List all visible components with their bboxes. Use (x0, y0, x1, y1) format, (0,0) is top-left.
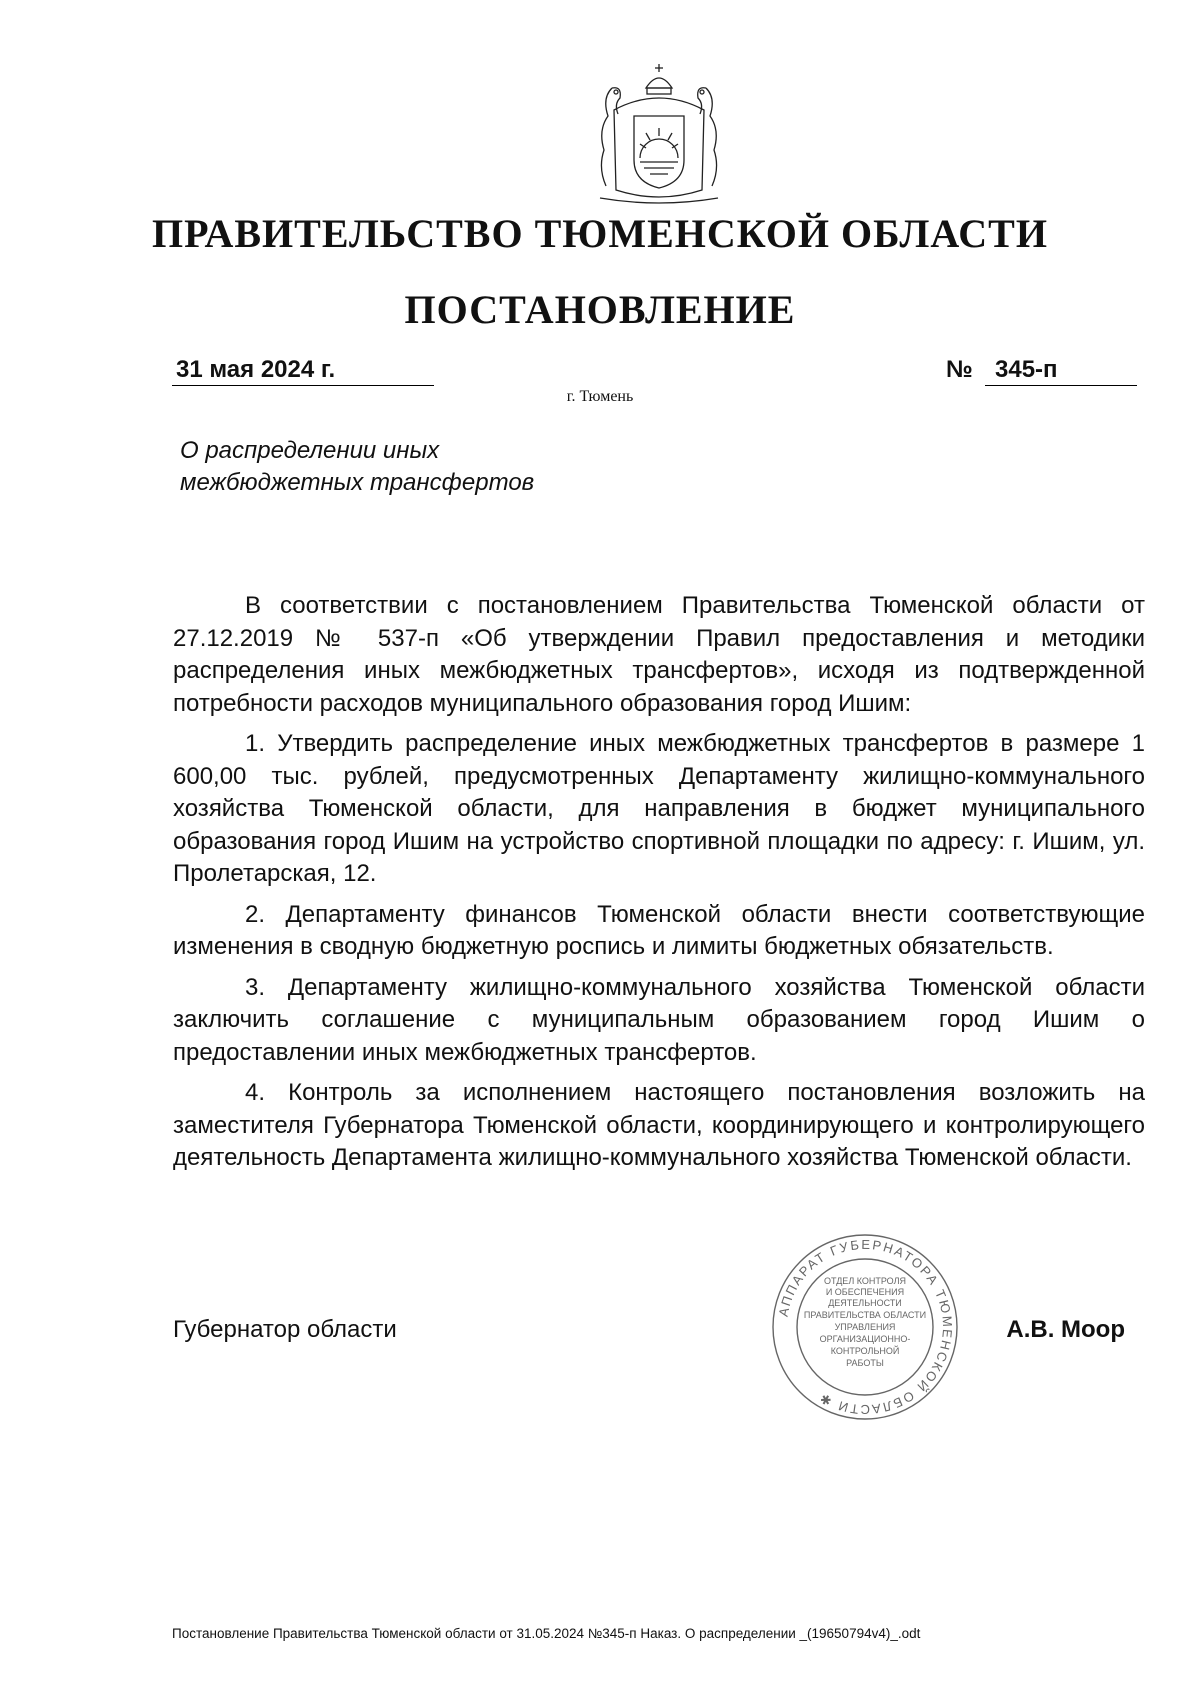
footer-filename: Постановление Правительства Тюменской области от 31.05.2024 №345-п Наказ. О распределении _(19650794v4)_.odt (172, 1626, 921, 1641)
signatory-title: Губернатор области (173, 1316, 397, 1343)
clause-1: 1. Утвердить распределение иных межбюджетных трансфертов в размере 1 600,00 тыс. рублей, предусмотренных Департаменту жилищно-коммунального хозяйства Тюменской области, для направления в бюджет муниципального образования город Ишим на устройство спортивной площадки по адресу: г. Ишим, ул. Пролетарская, 12. (173, 730, 1145, 887)
document-date: 31 мая 2024 г. (176, 356, 336, 383)
city-label: г. Тюмень (566, 388, 634, 405)
signatory-name: А.В. Моор (1006, 1316, 1125, 1343)
clause-2: 2. Департаменту финансов Тюменской области внести соответствующие изменения в сводную бюджетную роспись и лимиты бюджетных обязательств. (173, 900, 1145, 960)
coat-of-arms-icon (584, 58, 734, 208)
svg-text:ПРАВИТЕЛЬСТВА ОБЛАСТИ: ПРАВИТЕЛЬСТВА ОБЛАСТИ (803, 1310, 927, 1320)
clause-3: 3. Департаменту жилищно-коммунального хозяйства Тюменской области заключить соглашение с муниципальным образованием город Ишим о предоставлении иных межбюджетных трансфертов. (173, 973, 1145, 1066)
official-stamp (770, 1232, 960, 1422)
svg-text:ОТДЕЛ КОНТРОЛЯ: ОТДЕЛ КОНТРОЛЯ (824, 1276, 906, 1286)
clause-4: 4. Контроль за исполнением настоящего постановления возложить на заместителя Губернатора Тюменской области, координирующего и контролирующего деятельность Департамента жилищно-коммунального хозяйства Тюменской области. (173, 1079, 1145, 1171)
svg-text:АППАРАТ ГУБЕРНАТОРА ТЮМЕНСКОЙ: АППАРАТ ГУБЕРНАТОРА ТЮМЕНСКОЙ ОБЛАСТИ ✱ (775, 1236, 956, 1418)
document-subject (180, 435, 534, 499)
subject-line-1: О распределении иных (180, 437, 440, 464)
svg-text:ОРГАНИЗАЦИОННО-: ОРГАНИЗАЦИОННО- (819, 1334, 911, 1344)
svg-text:РАБОТЫ: РАБОТЫ (846, 1358, 884, 1368)
number-label: № (946, 356, 973, 383)
document-body (173, 590, 1145, 1183)
date-underline (172, 385, 434, 386)
svg-text:ДЕЯТЕЛЬНОСТИ: ДЕЯТЕЛЬНОСТИ (828, 1298, 902, 1308)
svg-text:УПРАВЛЕНИЯ: УПРАВЛЕНИЯ (834, 1322, 896, 1332)
number-underline (985, 385, 1137, 386)
subject-line-2: межбюджетных трансфертов (180, 469, 535, 496)
document-number: 345-п (995, 356, 1058, 383)
svg-text:И ОБЕСПЕЧЕНИЯ: И ОБЕСПЕЧЕНИЯ (825, 1287, 905, 1297)
document-type: ПОСТАНОВЛЕНИЕ (404, 287, 796, 332)
government-title: ПРАВИТЕЛЬСТВО ТЮМЕНСКОЙ ОБЛАСТИ (152, 211, 1048, 256)
preamble-paragraph: В соответствии с постановлением Правительства Тюменской области от 27.12.2019 № 537-п «Об утверждении Правил предоставления и методики распределения иных межбюджетных трансфертов», исходя из подтвержденной потребности расходов муниципального образования город Ишим: (173, 592, 1145, 717)
svg-text:КОНТРОЛЬНОЙ: КОНТРОЛЬНОЙ (830, 1346, 900, 1356)
